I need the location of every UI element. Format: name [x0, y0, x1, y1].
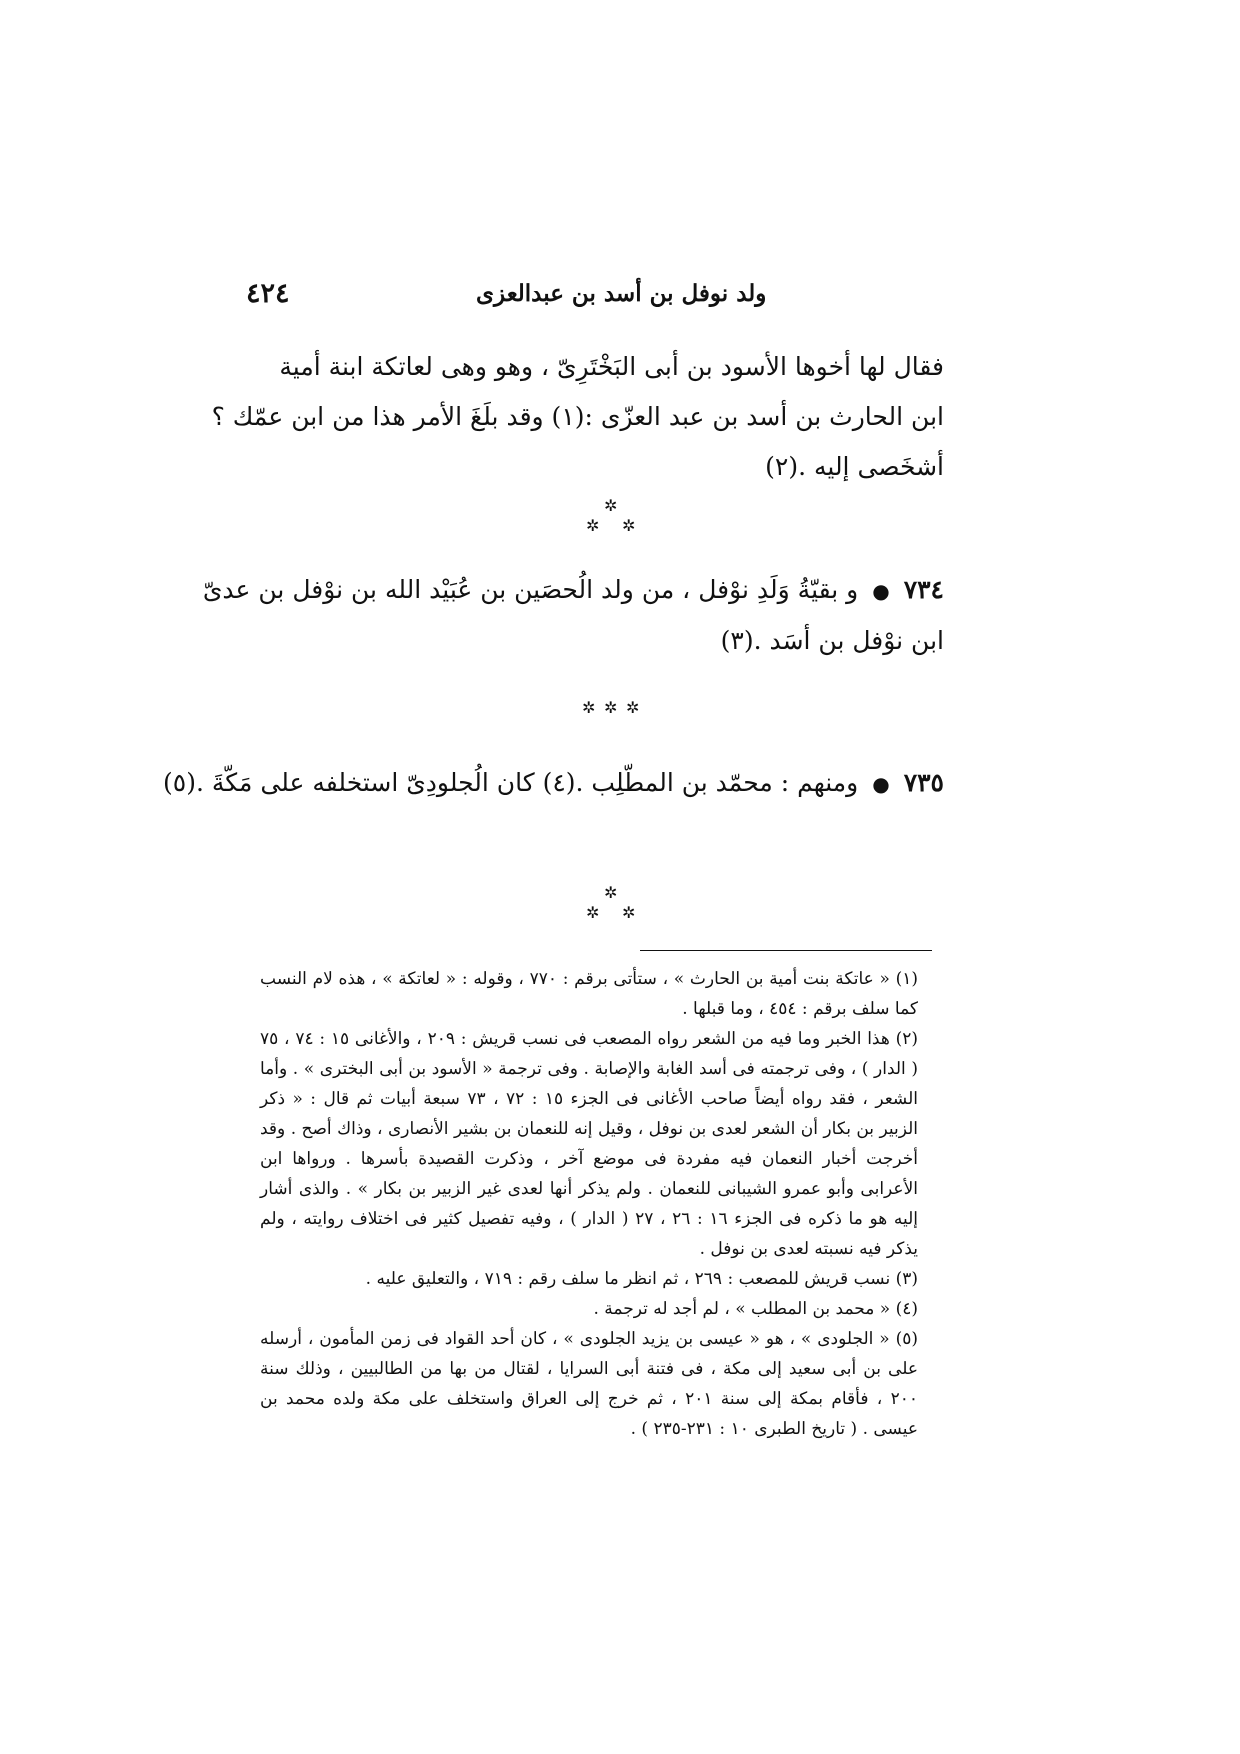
paragraph-1-line-1: فقال لها أخوها الأسود بن أبى البَخْتَرِىّ ، وهو وهى لعاتكة ابنة أمية [279, 352, 944, 381]
star-icon: ✲ [586, 516, 600, 535]
footnotes [260, 964, 944, 1444]
paragraph-1-line-2: ابن الحارث بن أسد بن عبد العزّى :(١) وقد بلَغَ الأمر هذا من ابن عمّك ؟ [211, 402, 944, 431]
footnote-5: (٥) « الجلودى » ، هو « عيسى بن يزيد الجلودى » ، كان أحد القواد فى زمن المأمون ، أرسله على بن أبى سعيد إلى مكة ، فى فتنة أبى السرايا ، لقتال من بها من الطالبيين ، وذلك سنة ٢٠٠ ، فأقام بمكة إلى سنة ٢٠١ ، ثم خرج إلى العراق واستخلف على مكة ولده محمد بن عيسى . ( تاريخ الطبرى ١٠ : ٢٣١-٢٣٥ ) . [260, 1329, 918, 1439]
bullet-icon: ● [872, 772, 890, 796]
separator-stars-1 [570, 498, 650, 538]
footnote-3: (٣) نسب قريش للمصعب : ٢٦٩ ، ثم انظر ما سلف رقم : ٧١٩ ، والتعليق عليه . [365, 1269, 918, 1289]
footnote-4: (٤) « محمد بن المطلب » ، لم أجد له ترجمة . [593, 1299, 918, 1319]
entry-735 [163, 758, 944, 809]
star-icon: ✲ [582, 698, 596, 717]
running-title: ولد نوفل بن أسد بن عبدالعزى [476, 280, 767, 307]
running-head [246, 278, 936, 318]
star-icon: ✲ [604, 883, 618, 902]
footnote-1: (١) « عاتكة بنت أمية بن الحارث » ، ستأتى برقم : ٧٧٠ ، وقوله : « لعاتكة » ، هذه لام النسب كما سلف برقم : ٤٥٤ ، وما قبلها . [260, 969, 918, 1019]
entry-number: ٧٣٥ [903, 768, 944, 797]
paragraph-1 [211, 342, 944, 492]
bullet-icon: ● [872, 579, 890, 603]
entry-735-text: ومنهم : محمّد بن المطّلِب .(٤) كان الُجلودِىّ استخلفه على مَكّةَ .(٥) [163, 768, 859, 797]
entry-734-line-2: ابن نوْفل بن أسَد .(٣) [720, 626, 944, 655]
entry-number: ٧٣٤ [903, 575, 944, 604]
entry-735-line-1 [163, 758, 944, 809]
entry-734-text-1: و بقيّةُ وَلَدِ نوْفل ، من ولد الُحصَين بن عُبَيْد الله بن نوْفل بن عدىّ [202, 575, 859, 604]
entry-734 [202, 565, 944, 666]
separator-stars-3 [570, 885, 650, 925]
star-icon: ✲ [626, 698, 640, 717]
star-icon: ✲ [604, 496, 618, 515]
footnote-rule [640, 950, 932, 951]
footnote-2: (٢) هذا الخبر وما فيه من الشعر رواه المصعب فى نسب قريش : ٢٠٩ ، والأغانى ١٥ : ٧٤ ، ٧٥ ( الدار ) ، وفى ترجمته فى أسد الغابة والإصابة . وفى ترجمة « الأسود بن أبى البخترى » . وأما الشعر ، فقد رواه أيضاً صاحب الأغانى فى الجزء ١٥ : ٧٢ ، ٧٣ سبعة أبيات ثم قال : « ذكر الزبير بن بكار أن الشعر لعدى بن نوفل ، وقيل إنه للنعمان بن بشير الأنصارى ، وذاك أصح . وقد أخرجت أخبار النعمان فيه مفردة فى موضع آخر ، وذكرت القصيدة بأسرها . ورواها ابن الأعرابى وأبو عمرو الشيبانى للنعمان . ولم يذكر أنها لعدى غير الزبير بن بكار » . والذى أشار إليه هو ما ذكره فى الجزء ١٦ : ٢٦ ، ٢٧ ( الدار ) ، وفيه تفصيل كثير فى اختلاف روايته ، ولم يذكر فيه نسبته لعدى بن نوفل . [260, 1029, 918, 1259]
star-icon: ✲ [604, 698, 618, 717]
page-number: ٤٢٤ [246, 278, 290, 309]
paragraph-1-line-3: أشخَصى إليه .(٢) [765, 452, 944, 481]
star-icon: ✲ [586, 903, 600, 922]
star-icon: ✲ [622, 516, 636, 535]
entry-734-line-1 [202, 565, 944, 616]
separator-stars-2 [570, 692, 650, 732]
star-icon: ✲ [622, 903, 636, 922]
